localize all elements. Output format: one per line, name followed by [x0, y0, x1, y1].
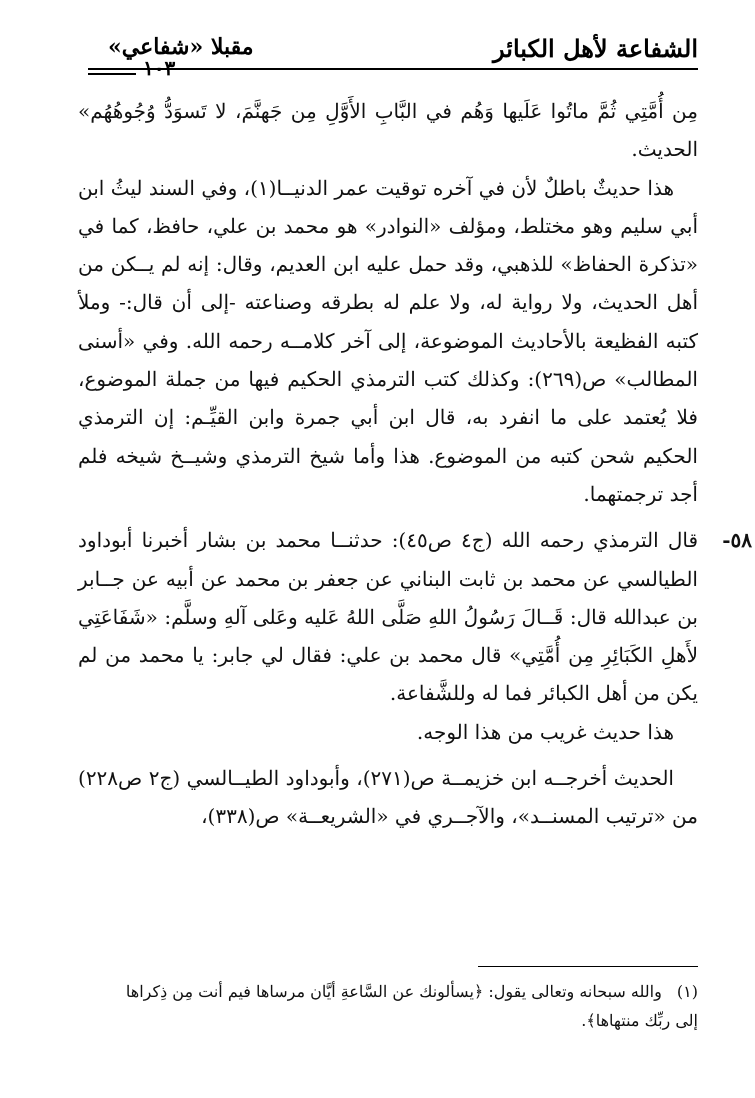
body-text — [78, 92, 752, 836]
footnote-text: والله سبحانه وتعالى يقول: ﴿يسألونك عن السَّاعةِ أيَّان مرساها فيم أنت مِن ذِكراها إلى ربِّك منتهاها﴾. — [125, 982, 698, 1030]
footnote-rule — [478, 966, 698, 967]
paragraph-grading: هذا حديث غريب من هذا الوجه. — [416, 719, 674, 744]
paragraph-takhrij: الحديث أخرجــه ابن خزيمــة ص(٢٧١)، وأبوداود الطيــالسي (ج٢ ص٢٢٨) من «ترتيب المسنــد»، والآجــري في «الشريعــة» ص(٣٣٨)، — [78, 766, 698, 829]
section-name: مقبلا «شفاعي» — [108, 34, 254, 60]
page-header — [88, 30, 698, 80]
header-rule — [88, 68, 698, 70]
item-number: ٥٨- — [722, 528, 752, 553]
paragraph-hadith-58 — [78, 521, 752, 712]
footnote-number: (١) — [676, 982, 698, 1001]
footnote — [100, 977, 698, 1035]
paragraph-hadith-continuation: مِن أُمَّتِي ثُمَّ ماتُوا عَلَيها وَهُم في البَّابِ الأَوَّلِ مِن جَهنَّمَ، لا تَسوَدُّ وُجُوهُهُم» الحديث. — [78, 99, 698, 162]
page-number: ١٠٣ — [143, 56, 176, 80]
paragraph-commentary: هذا حديثٌ باطلٌ لأن في آخره توقيت عمر الدنيــا(١)، وفي السند ليثُ ابن أبي سليم وهو مختلط، ومؤلف «النوادر» هو محمد بن علي، حافظ، كما في «تذكرة الحفاظ» للذهبي، وقد حمل عليه ابن العديم، وقال: إنه لم يــكن من أهل الحديث، ولا رواية له، ولا علم له بطرقه وصناعته -إلى أن قال:- وملأ كتبه الفظيعة بالأحاديث الموضوعة، إلى آخر كلامــه رحمه الله. وفي «أسنى المطالب» ص(٢٦٩): وكذلك كتب الترمذي الحكيم فيها من جملة الموضوع، فلا يُعتمد على ما انفرد به، قال ابن أبي جمرة وابن القيِّـم: إن الترمذي الحكيم شحن كتبه من الموضوع. هذا وأما شيخ الترمذي وشيــخ شيخه فلم أجد ترجمتهما. — [78, 175, 698, 506]
paragraph-hadith-58-text: قال الترمذي رحمه الله (ج٤ ص٤٥): حدثنــا محمد بن بشار أخبرنا أبوداود الطيالسي عن محمد بن ثابت البناني عن جعفر بن محمد عن أبيه عن جــابر بن عبدالله قال: قَــالَ رَسُولُ اللهِ صَلَّى اللهُ عَليه وعَلى آلهِ وسلَّم: «شَفَاعَتِي لأَهلِ الكَبَائِرِ مِن أُمَّتِي» قال محمد بن علي: فقال لي جابر: يا محمد من لم يكن من أهل الكبائر فما له وللشَّفاعة. — [78, 528, 699, 706]
running-title: الشفاعة لأهل الكبائر — [493, 34, 698, 63]
header-rule-short — [88, 73, 136, 75]
